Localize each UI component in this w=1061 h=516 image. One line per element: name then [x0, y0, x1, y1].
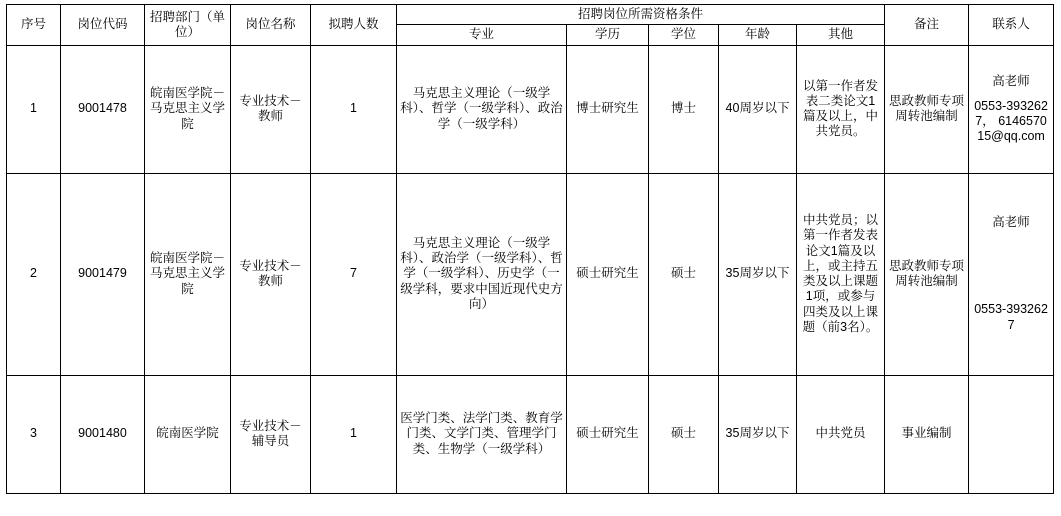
contact-name: 高老师 — [992, 215, 1030, 230]
header-count: 拟聘人数 — [311, 5, 397, 46]
cell-contact — [969, 173, 1054, 375]
contact-spacer — [972, 230, 1050, 302]
cell-count: 1 — [311, 45, 397, 173]
cell-education: 博士研究生 — [567, 45, 649, 173]
header-remark: 备注 — [885, 5, 969, 46]
cell-other: 中共党员；以第一作者发表论文1篇及以上，或主持五类及以上课题1项，或参与四类及以上课题（前3名）。 — [797, 173, 885, 375]
cell-contact — [969, 375, 1054, 493]
cell-major: 马克思主义理论（一级学科）、哲学（一级学科）、政治学（一级学科） — [397, 45, 567, 173]
header-qualification-group: 招聘岗位所需资格条件 — [397, 5, 885, 25]
header-age: 年龄 — [719, 25, 797, 45]
cell-other: 中共党员 — [797, 375, 885, 493]
cell-post: 专业技术－教师 — [231, 45, 311, 173]
cell-major: 马克思主义理论（一级学科）、政治学（一级学科）、哲学（一级学科）、历史学（一级学科，要求中国近现代史方向） — [397, 173, 567, 375]
cell-seq: 1 — [7, 45, 61, 173]
cell-seq: 3 — [7, 375, 61, 493]
cell-other: 以第一作者发表二类论文1篇及以上，中共党员。 — [797, 45, 885, 173]
header-education: 学历 — [567, 25, 649, 45]
cell-age: 40周岁以下 — [719, 45, 797, 173]
table-row — [7, 375, 1054, 493]
table-header-row-1 — [7, 5, 1054, 25]
cell-count: 7 — [311, 173, 397, 375]
cell-age: 35周岁以下 — [719, 173, 797, 375]
cell-dept: 皖南医学院 — [145, 375, 231, 493]
header-major: 专业 — [397, 25, 567, 45]
header-code: 岗位代码 — [61, 5, 145, 46]
header-dept: 招聘部门（单位） — [145, 5, 231, 46]
cell-age: 35周岁以下 — [719, 375, 797, 493]
header-degree: 学位 — [649, 25, 719, 45]
cell-remark: 事业编制 — [885, 375, 969, 493]
header-seq: 序号 — [7, 5, 61, 46]
cell-remark: 思政教师专项周转池编制 — [885, 173, 969, 375]
header-other: 其他 — [797, 25, 885, 45]
recruitment-table — [6, 4, 1054, 494]
cell-education: 硕士研究生 — [567, 375, 649, 493]
cell-degree: 硕士 — [649, 375, 719, 493]
cell-code: 9001480 — [61, 375, 145, 493]
cell-contact — [969, 45, 1054, 173]
contact-spacer — [972, 89, 1050, 99]
cell-dept: 皖南医学院－马克思主义学院 — [145, 45, 231, 173]
contact-name: 高老师 — [992, 73, 1030, 88]
cell-post: 专业技术－辅导员 — [231, 375, 311, 493]
table-row — [7, 173, 1054, 375]
cell-count: 1 — [311, 375, 397, 493]
cell-seq: 2 — [7, 173, 61, 375]
cell-post: 专业技术－教师 — [231, 173, 311, 375]
cell-degree: 硕士 — [649, 173, 719, 375]
contact-phone: 0553-3932627 — [974, 302, 1048, 332]
cell-remark: 思政教师专项周转池编制 — [885, 45, 969, 173]
cell-code: 9001478 — [61, 45, 145, 173]
table-row — [7, 45, 1054, 173]
header-post: 岗位名称 — [231, 5, 311, 46]
cell-education: 硕士研究生 — [567, 173, 649, 375]
cell-code: 9001479 — [61, 173, 145, 375]
contact-email: 614657015@qq.com — [977, 114, 1047, 144]
header-contact: 联系人 — [969, 5, 1054, 46]
cell-degree: 博士 — [649, 45, 719, 173]
contact-phone: 0553-3932627， — [974, 98, 1048, 128]
cell-dept: 皖南医学院－马克思主义学院 — [145, 173, 231, 375]
cell-major: 医学门类、法学门类、教育学门类、文学门类、管理学门类、生物学（一级学科） — [397, 375, 567, 493]
